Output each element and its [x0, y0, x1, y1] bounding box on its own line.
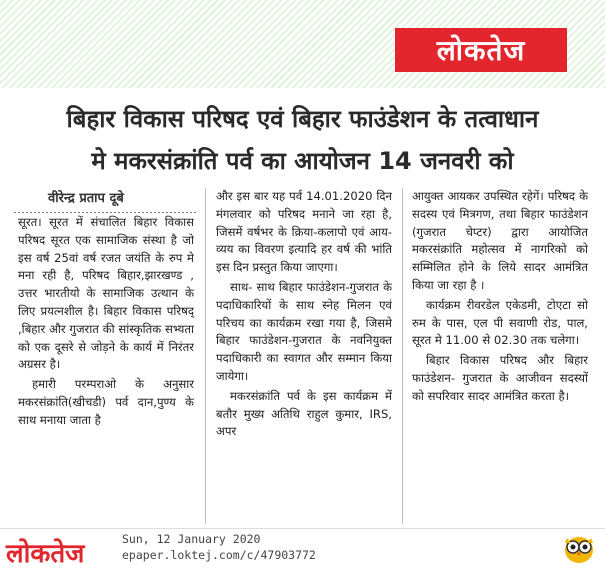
paragraph: और इस बार यह पर्व 14.01.2020 दिन मंगलवार को परिषद मनाने जा रहा है, जिसमें वर्षभर के क्रिया-कलापो एवं आय-व्यय का विवरण इत्यादि हर वर्ष की भांति इस दिन प्रस्तुत किया जाएगा। — [216, 189, 392, 275]
article-column-3 — [412, 188, 588, 524]
paragraph: मकरसंक्रांति पर्व के इस कार्यक्रम में बतौर मुख्य अतिथि राहुल कुमार, IRS, अपर — [216, 388, 392, 439]
article-headline — [10, 98, 595, 182]
paragraph: कार्यक्रम रीवरडेल एकेडमी, टोएटा सो रुम के पास, एल पी सवाणी रोड, पाल, सूरत मे 11.00 से 02.30 तक चलेगा। — [412, 297, 588, 348]
column-divider — [402, 188, 403, 524]
owl-icon — [562, 532, 596, 564]
paragraph: हमारी परम्पराओ के अनुसार मकरसंक्रांति(खीचडी) पर्व दान,पुण्य के साथ मनाया जाता है — [18, 377, 194, 427]
paragraph: साथ- साथ बिहार फाउंडेशन-गुजरात के पदाधिकारियों के साथ स्नेह मिलन एवं परिचय का कार्यक्रम रखा गया है, जिसमे बिहार फाउंडेशन-गुजरात के नवनियुक्त पदाधिकारी का स्वागत और सम्मान किया जायेगा। — [216, 279, 392, 383]
epaper-url[interactable]: epaper.loktej.com/c/47903772 — [122, 548, 316, 562]
byline-divider — [14, 212, 196, 213]
headline-line-1: बिहार विकास परिषद एवं बिहार फाउंडेशन के तत्वाधान — [66, 105, 539, 133]
footer-logo[interactable]: लोकतेज — [6, 539, 85, 569]
headline-line-2: मे मकरसंक्रांति पर्व का आयोजन 14 जनवरी को — [91, 147, 514, 175]
masthead-logo: लोकतेज — [395, 28, 567, 72]
paragraph: बिहार विकास परिषद और बिहार फाउंडेशन- गुजरात के आजीवन सदस्यों को सपरिवार सादर आमंत्रित करता है। — [412, 353, 588, 403]
column-divider — [205, 188, 206, 524]
byline: वीरेन्द्र प्रताप दूबे — [48, 191, 124, 206]
paragraph: आयुक्त आयकर उपस्थित रहेगें। परिषद के सदस्य एवं मित्रगण, तथा बिहार फाउंडेशन (गुजरात चेप्टर) द्वारा आयोजित मकरसंक्रांति महोत्सव में नागरिको को सम्मिलित होने के लिये सादर आमंत्रित किया जा रहा है । — [412, 189, 588, 292]
article-column-1 — [18, 214, 194, 524]
paragraph: सूरत। सूरत में संचालित बिहार विकास परिषद सूरत एक सामाजिक संस्था है जो इस वर्ष 25वां वर्ष रजत जयंति के रुप मे मना रही है, परिषद बिहार,झारखण्ड , उत्तर भारतीयो के सामाजिक उत्थान के लिए प्रयत्नशील है। बिहार विकास परिषद् ,बिहार और गुजरात की सांस्कृतिक सभ्यता को एक दूसरे से जोड़ने के कार्य में निरंतर अग्रसर है। — [18, 215, 194, 372]
article-column-2 — [216, 188, 392, 524]
edition-date: Sun, 12 January 2020 — [122, 532, 261, 546]
